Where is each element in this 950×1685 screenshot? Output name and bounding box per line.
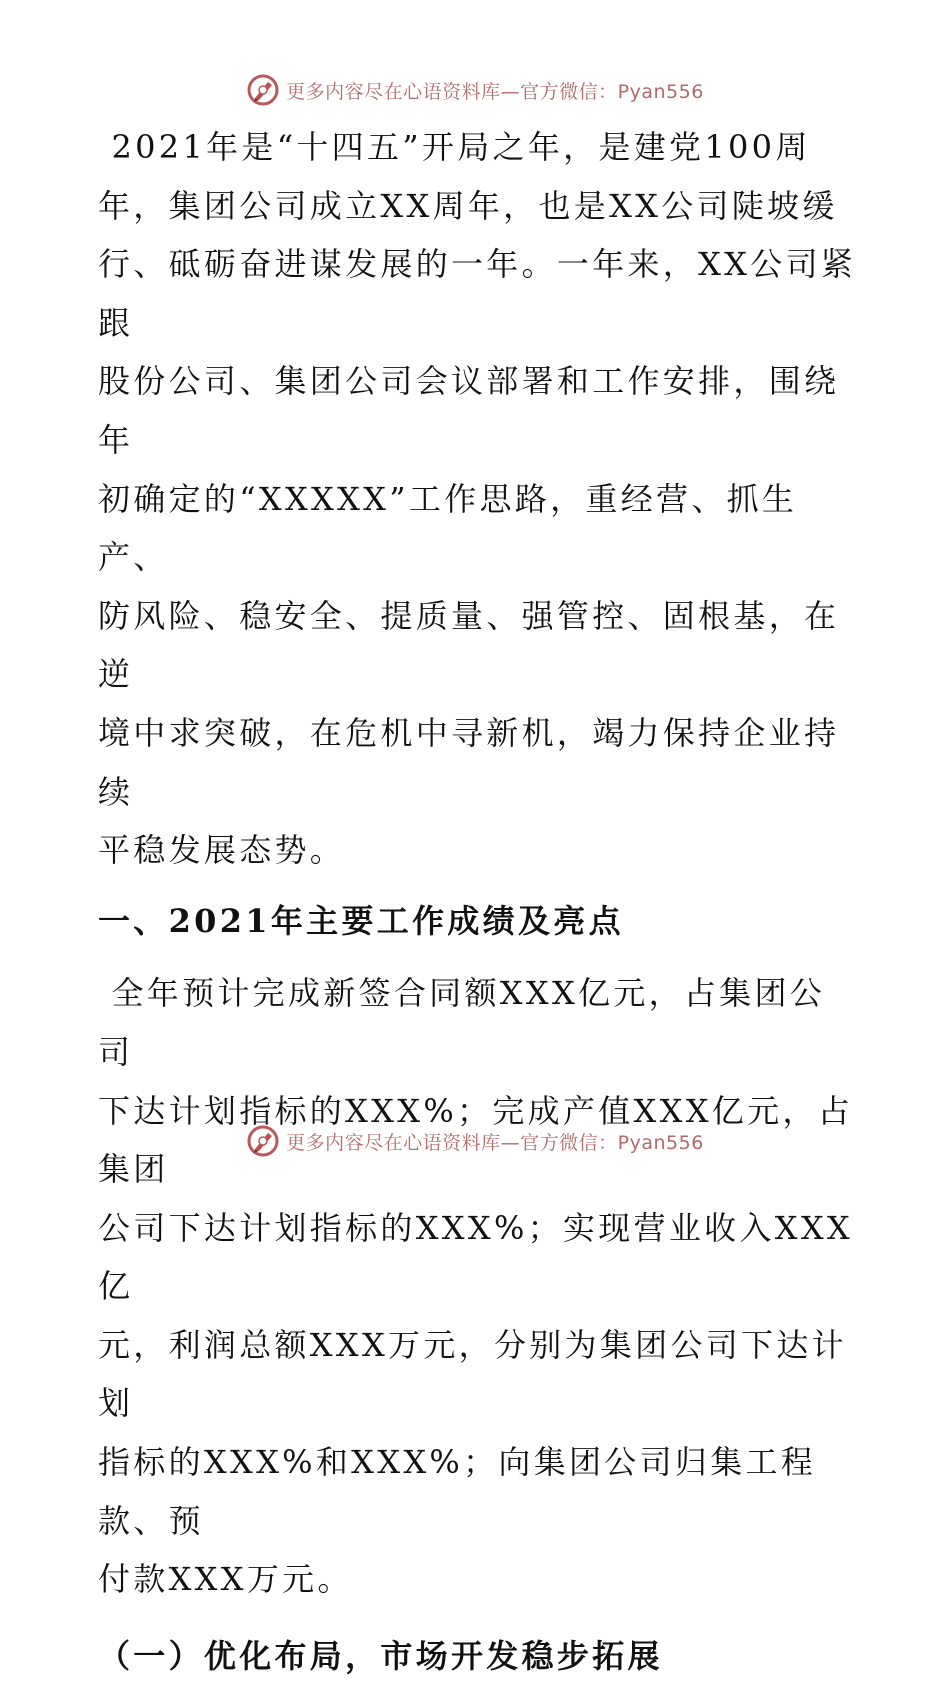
text-line: 指标的XXX%和XXX%；向集团公司归集工程款、预 (98, 1443, 817, 1540)
pen-circle-logo-icon (246, 73, 280, 107)
document-body (98, 118, 858, 1685)
text-line: 全年预计完成新签合同额XXX亿元，占集团公司 (98, 974, 826, 1071)
text-line: 公司下达计划指标的XXX%；实现营业收入XXX亿 (98, 1208, 853, 1306)
text-line: 初确定的“XXXXX”工作思路，重经营、抓生产、 (98, 479, 798, 577)
text-line: 付款XXX万元。 (98, 1560, 353, 1599)
watermark-footer (0, 1121, 950, 1161)
subsection-heading: （一）优化布局，市场开发稳步拓展 (98, 1636, 663, 1675)
pen-circle-logo-icon (246, 1124, 280, 1158)
watermark-text: 更多内容尽在心语资料库—官方微信：Pyan556 (286, 1131, 704, 1154)
text-line: 防风险、稳安全、提质量、强管控、固根基，在逆 (98, 596, 840, 694)
text-line: 境中求突破，在危机中寻新机，竭力保持企业持续 (98, 713, 840, 811)
text-line: 年，集团公司成立XX周年，也是XX公司陡坡缓 (98, 186, 838, 225)
section-heading: 一、2021年主要工作成绩及亮点 (98, 901, 624, 940)
text-line: 2021年是“十四五”开局之年，是建党100周 (98, 128, 811, 166)
intro-paragraph (98, 118, 858, 880)
text-line: 下达计划指标的XXX%；完成产值XXX亿元，占集团 (98, 1091, 853, 1189)
watermark-header (0, 70, 950, 110)
text-line: 元，利润总额XXX万元，分别为集团公司下达计划 (98, 1325, 847, 1423)
text-line: 行、砥砺奋进谋发展的一年。一年来，XX公司紧跟 (98, 245, 857, 342)
watermark-text: 更多内容尽在心语资料库—官方微信：Pyan556 (286, 80, 704, 103)
text-line: 股份公司、集团公司会议部署和工作安排，围绕年 (98, 362, 840, 459)
summary-paragraph (98, 964, 858, 1609)
text-line: 平稳发展态势。 (98, 831, 346, 870)
